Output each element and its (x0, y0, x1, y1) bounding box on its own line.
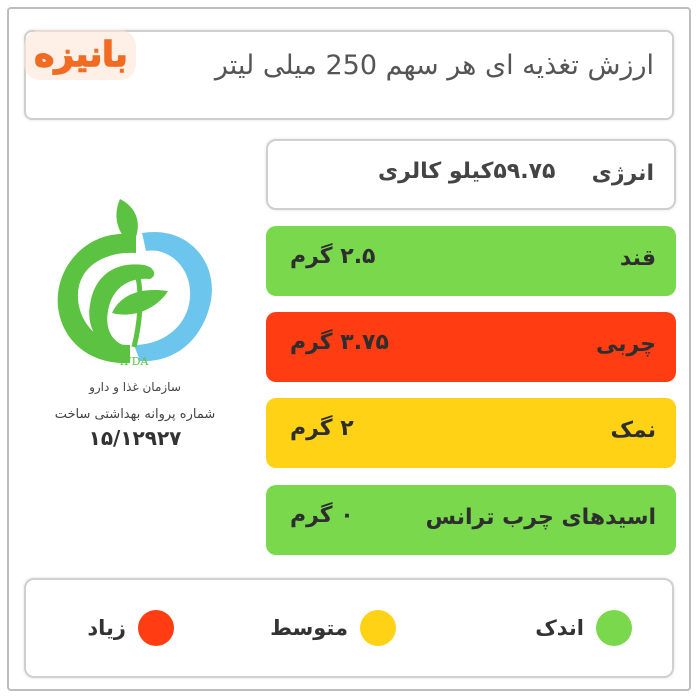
legend-dot-low (596, 610, 632, 646)
logo-text: IFDA (119, 355, 149, 368)
legend-label: زیاد (87, 616, 126, 640)
ifda-logo (50, 195, 220, 370)
license-number: ۱۵/۱۲۹۲۷ (88, 426, 182, 450)
nutrient-value: ۲ گرم (290, 416, 354, 441)
legend-panel (24, 578, 674, 678)
nutrient-row-trans-fat (266, 485, 676, 555)
nutrient-value: ۰ گرم (290, 503, 354, 528)
nutrient-row-sugar (266, 226, 676, 296)
header-panel (24, 30, 674, 120)
nutrient-value: ۳.۷۵ گرم (290, 330, 389, 355)
legend-item-high (87, 610, 174, 646)
nutrient-row-energy (266, 139, 676, 210)
legend-item-low (535, 610, 632, 646)
legend-dot-high (138, 610, 174, 646)
nutrient-label: چربی (595, 332, 656, 357)
organization-name: سازمان غذا و دارو (89, 380, 181, 394)
nutrient-label: قند (619, 246, 656, 271)
header-title: ارزش تغذیه ای هر سهم 250 میلی لیتر (214, 50, 654, 81)
nutrient-row-fat (266, 312, 676, 382)
legend-dot-medium (360, 610, 396, 646)
legend-label: متوسط (270, 616, 348, 640)
brand-logo (22, 22, 140, 84)
brand-text: بانیزه (34, 35, 128, 75)
nutrient-value: ۵۹.۷۵کیلو کالری (378, 159, 556, 184)
nutrient-row-salt (266, 398, 676, 468)
nutrient-label: انرژی (591, 161, 654, 186)
nutrient-label: نمک (610, 418, 656, 443)
nutrient-label: اسیدهای چرب ترانس (425, 505, 656, 530)
nutrient-value: ۲.۵ گرم (290, 244, 376, 269)
legend-item-medium (270, 610, 396, 646)
license-label: شماره پروانه بهداشتی ساخت (54, 407, 216, 422)
legend-label: اندک (535, 616, 584, 640)
